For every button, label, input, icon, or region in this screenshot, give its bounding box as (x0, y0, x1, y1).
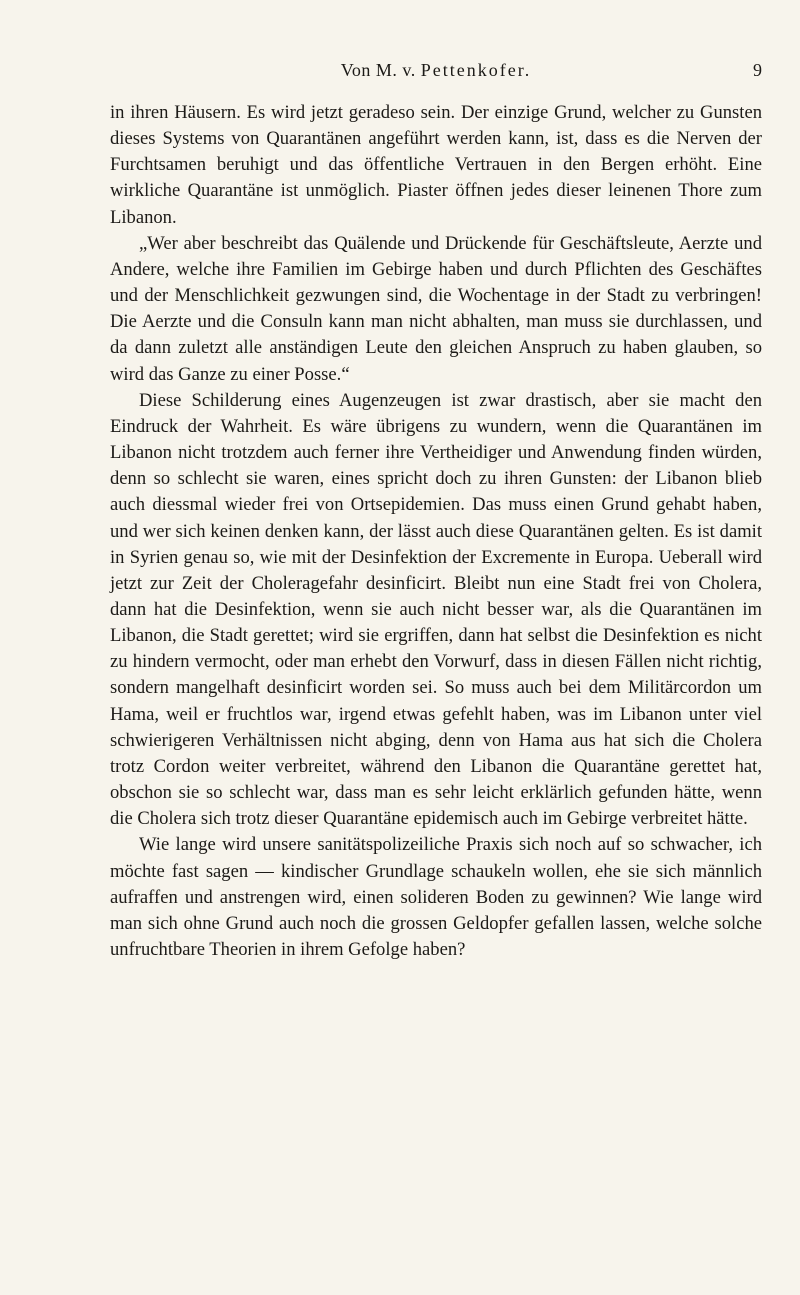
running-header (110, 60, 762, 86)
header-author-prefix: Von M. v. (340, 60, 416, 80)
paragraph-commentary: Diese Schilderung eines Augenzeugen ist zwar drastisch, aber sie macht den Eindruck der Wahrheit. Es wäre übrigens zu wundern, wenn die Quarantänen im Libanon nicht trotzdem auch ferner ihre Vertheidiger und Anwendung finden würden, denn so schlecht sie waren, eines spricht doch zu ihren Gunsten: der Libanon blieb auch diessmal wieder frei von Ortsepidemien. Das muss einen Grund gehabt haben, und wer sich keinen denken kann, der lässt auch diese Quarantänen gelten. Es ist damit in Syrien genau so, wie mit der Desinfektion der Excremente in Europa. Ueberall wird jetzt zur Zeit der Choleragefahr desinficirt. Bleibt nun eine Stadt frei von Cholera, dann hat die Desinfektion, wenn sie auch nicht besser war, als die Quarantänen im Libanon, die Stadt gerettet; wird sie ergriffen, dann hat selbst die Desinfektion es nicht zu hindern vermocht, oder man erhebt den Vorwurf, dass in diesen Fällen nicht richtig, sondern mangelhaft desinficirt worden sei. So muss auch bei dem Militärcordon um Hama, weil er fruchtlos war, irgend etwas gefehlt haben, was im Libanon unter viel schwierigeren Verhältnissen nicht abging, denn von Hama aus hat sich die Cholera trotz Cordon weiter verbreitet, während den Libanon die Quarantäne gerettet hat, obschon sie so schlecht war, dass man es sehr leicht erklärlich gefunden hätte, wenn die Cholera sich trotz dieser Quarantäne epidemisch auch im Gebirge verbreitet hätte. (110, 389, 762, 830)
body-text (110, 100, 762, 963)
paragraph-continuation: in ihren Häusern. Es wird jetzt geradeso sein. Der einzige Grund, welcher zu Gunsten dieses Systems von Quarantänen angeführt werden kann, ist, dass es die Nerven der Furchtsamen beruhigt und das öffentliche Vertrauen in den Bergen erhöht. Eine wirkliche Quarantäne ist unmöglich. Piaster öffnen jedes dieser leinenen Thore zum Libanon. (110, 102, 762, 228)
header-author (110, 60, 762, 81)
page-number: 9 (753, 60, 762, 80)
header-author-name: Pettenkofer. (420, 60, 532, 80)
paragraph-conclusion: Wie lange wird unsere sanitätspolizeiliche Praxis sich noch auf so schwacher, ich möchte fast sagen — kindischer Grundlage schaukeln wollen, ehe sie sich männlich aufraffen und anstrengen wird, einen solideren Boden zu gewinnen? Wie lange wird man sich ohne Grund auch noch die grossen Geldopfer gefallen lassen, welche solche unfruchtbare Theorien in ihrem Gefolge haben? (110, 834, 762, 960)
paragraph-quote: „Wer aber beschreibt das Quälende und Drückende für Geschäftsleute, Aerzte und Andere, welche ihre Familien im Gebirge haben und durch Pflichten des Geschäftes und der Menschlichkeit gezwungen sind, die Wochentage in der Stadt zu verbringen! Die Aerzte und die Consuln kann man nicht abhalten, man muss sie durchlassen, und da dann zuletzt alle anständigen Leute den gleichen Anspruch zu haben glauben, so wird das Ganze zu einer Posse.“ (110, 232, 762, 385)
